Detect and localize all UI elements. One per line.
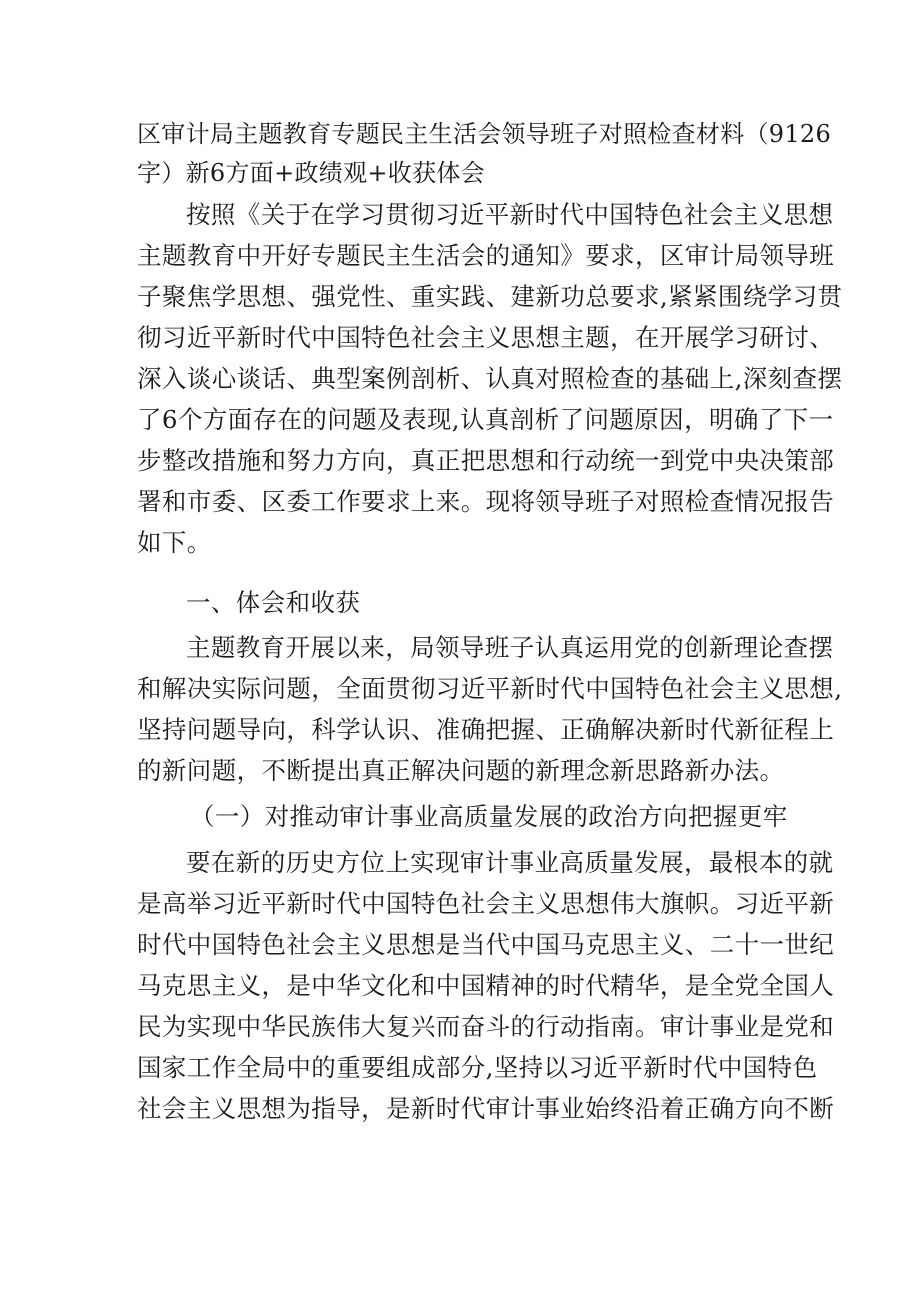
section-paragraph-line: 坚持问题导向，科学认识、准确把握、正确解决新时代新征程上 bbox=[137, 715, 835, 744]
subsection-paragraph-line: 时代中国特色社会主义思想是当代中国马克思主义、二十一世纪 bbox=[137, 930, 835, 959]
section-paragraph-line: 和解决实际问题，全面贯彻习近平新时代中国特色社会主义思想, bbox=[137, 674, 843, 703]
intro-paragraph-line: 步整改措施和努力方向，真正把思想和行动统一到党中央决策部 bbox=[137, 446, 835, 475]
subsection-paragraph-line: 马克思主义，是中华文化和中国精神的时代精华，是全党全国人 bbox=[137, 971, 835, 1000]
subsection-paragraph-line: 国家工作全局中的重要组成部分,坚持以习近平新时代中国特色 bbox=[137, 1053, 818, 1082]
section-paragraph-line: 主题教育开展以来，局领导班子认真运用党的创新理论查摆 bbox=[186, 633, 834, 662]
document-title-line-1: 区审计局主题教育专题民主生活会领导班子对照检查材料（9126 bbox=[137, 120, 832, 148]
intro-paragraph-line: 署和市委、区委工作要求上来。现将领导班子对照检查情况报告 bbox=[137, 487, 835, 516]
subsection-paragraph-line: 民为实现中华民族伟大复兴而奋斗的行动指南。审计事业是党和 bbox=[137, 1012, 835, 1041]
intro-paragraph-line: 彻习近平新时代中国特色社会主义思想主题，在开展学习研讨、 bbox=[137, 323, 835, 352]
intro-paragraph-line: 子聚焦学思想、强党性、重实践、建新功总要求,紧紧围绕学习贯 bbox=[137, 282, 843, 311]
subsection-paragraph-line: 社会主义思想为指导，是新时代审计事业始终沿着正确方向不断 bbox=[137, 1094, 835, 1123]
intro-paragraph-line: 主题教育中开好专题民主生活会的通知》要求，区审计局领导班 bbox=[137, 241, 835, 270]
intro-paragraph-line: 按照《关于在学习贯彻习近平新时代中国特色社会主义思想 bbox=[186, 200, 834, 229]
intro-paragraph-line: 了6个方面存在的问题及表现,认真剖析了问题原因，明确了下一 bbox=[137, 405, 834, 434]
subsection-paragraph-line: 是高举习近平新时代中国特色社会主义思想伟大旗帜。习近平新 bbox=[137, 889, 835, 918]
section-heading: 一、体会和收获 bbox=[186, 588, 361, 617]
intro-paragraph-line: 深入谈心谈话、典型案例剖析、认真对照检查的基础上,深刻查摆 bbox=[137, 364, 843, 393]
intro-paragraph-line: 如下。 bbox=[137, 528, 212, 557]
section-paragraph-line: 的新问题，不断提出真正解决问题的新理念新思路新办法。 bbox=[137, 756, 785, 785]
subsection-paragraph-line: 要在新的历史方位上实现审计事业高质量发展，最根本的就 bbox=[186, 848, 834, 877]
document-title-line-2: 字）新6方面+政绩观+收获体会 bbox=[137, 159, 485, 187]
subsection-heading: （一）对推动审计事业高质量发展的政治方向把握更牢 bbox=[190, 802, 788, 831]
